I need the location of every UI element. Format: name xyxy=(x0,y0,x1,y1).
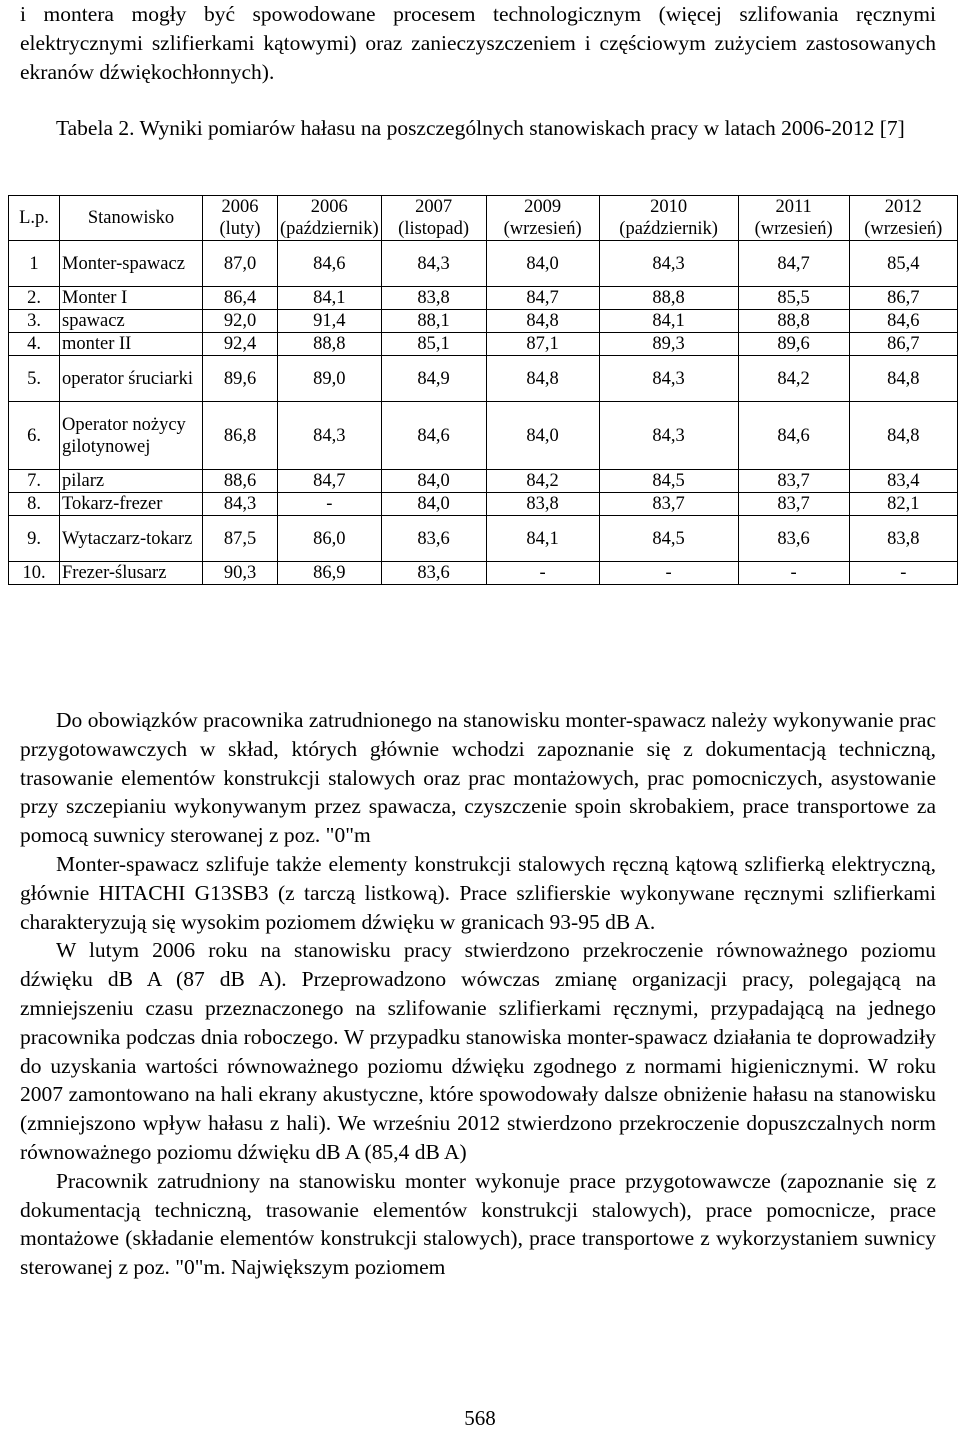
row-lp: 9. xyxy=(9,516,60,562)
row-value: 83,8 xyxy=(849,516,957,562)
row-stanowisko: Frezer-ślusarz xyxy=(60,562,203,585)
row-value: 88,6 xyxy=(203,470,278,493)
row-value: 83,7 xyxy=(738,470,849,493)
row-value: 84,0 xyxy=(486,241,599,287)
row-value: 84,2 xyxy=(486,470,599,493)
row-value: 83,4 xyxy=(849,470,957,493)
row-value: 84,7 xyxy=(738,241,849,287)
table-row xyxy=(9,562,958,585)
row-value: 89,0 xyxy=(278,356,382,402)
row-value: 85,5 xyxy=(738,287,849,310)
row-lp: 2. xyxy=(9,287,60,310)
row-value: - xyxy=(278,493,382,516)
table-body xyxy=(9,241,958,585)
header-2006-pazdziernik: 2006 (październik) xyxy=(278,196,382,241)
row-stanowisko: monter II xyxy=(60,333,203,356)
row-value: 89,3 xyxy=(599,333,738,356)
row-value: 87,1 xyxy=(486,333,599,356)
row-value: - xyxy=(849,562,957,585)
row-value: 84,2 xyxy=(738,356,849,402)
row-value: 83,7 xyxy=(738,493,849,516)
row-value: 88,8 xyxy=(599,287,738,310)
table-row xyxy=(9,356,958,402)
row-value: 84,7 xyxy=(278,470,382,493)
row-lp: 6. xyxy=(9,402,60,470)
header-lp: L.p. xyxy=(9,196,60,241)
row-value: 85,4 xyxy=(849,241,957,287)
row-lp: 4. xyxy=(9,333,60,356)
row-value: 84,8 xyxy=(849,402,957,470)
row-value: 86,8 xyxy=(203,402,278,470)
row-value: - xyxy=(486,562,599,585)
table-row xyxy=(9,287,958,310)
row-value: 88,8 xyxy=(278,333,382,356)
row-stanowisko: spawacz xyxy=(60,310,203,333)
row-value: 84,8 xyxy=(486,356,599,402)
paragraph-2: Monter-spawacz szlifuje także elementy konstrukcji stalowych ręczną kątową szlifierką elektryczną, głównie HITACHI G13SB3 (z tarczą listkową). Prace szlifierskie wykonywane ręcznymi szlifierkami charakteryzują się wysokim poziomem dźwięku w granicach 93-95 dB A. xyxy=(20,851,936,934)
row-value: 84,5 xyxy=(599,470,738,493)
row-stanowisko: operator śruciarki xyxy=(60,356,203,402)
row-value: 84,0 xyxy=(486,402,599,470)
row-value: 84,8 xyxy=(849,356,957,402)
row-stanowisko: Tokarz-frezer xyxy=(60,493,203,516)
header-2006-luty: 2006 (luty) xyxy=(203,196,278,241)
row-stanowisko: pilarz xyxy=(60,470,203,493)
row-value: 84,6 xyxy=(278,241,382,287)
row-value: 91,4 xyxy=(278,310,382,333)
row-value: 92,0 xyxy=(203,310,278,333)
row-value: 89,6 xyxy=(203,356,278,402)
row-lp: 3. xyxy=(9,310,60,333)
row-value: 92,4 xyxy=(203,333,278,356)
row-value: 83,6 xyxy=(738,516,849,562)
table-row xyxy=(9,402,958,470)
row-value: 84,3 xyxy=(381,241,486,287)
row-value: 85,1 xyxy=(381,333,486,356)
row-stanowisko: Monter I xyxy=(60,287,203,310)
row-value: 84,6 xyxy=(381,402,486,470)
header-2007-listopad: 2007 (listopad) xyxy=(381,196,486,241)
table-header-row xyxy=(9,196,958,241)
row-lp: 10. xyxy=(9,562,60,585)
table-row xyxy=(9,493,958,516)
intro-paragraph: i montera mogły być spowodowane procesem technologicznym (więcej szlifowania ręcznymi elektrycznymi szlifierkami kątowymi) oraz zanieczyszczeniem i częściowym zużyciem zastosowanych ekranów dźwiękochłonnych). xyxy=(20,2,936,84)
row-value: 83,8 xyxy=(486,493,599,516)
row-value: 84,7 xyxy=(486,287,599,310)
row-stanowisko: Monter-spawacz xyxy=(60,241,203,287)
row-value: 86,4 xyxy=(203,287,278,310)
row-value: 84,3 xyxy=(599,241,738,287)
page-number: 568 xyxy=(464,1406,496,1430)
row-value: 84,1 xyxy=(278,287,382,310)
body-text xyxy=(20,706,936,1282)
row-value: 87,0 xyxy=(203,241,278,287)
row-lp: 5. xyxy=(9,356,60,402)
table-row xyxy=(9,516,958,562)
table-row xyxy=(9,310,958,333)
row-value: 84,1 xyxy=(486,516,599,562)
row-value: 84,3 xyxy=(599,356,738,402)
row-lp: 8. xyxy=(9,493,60,516)
row-value: 83,7 xyxy=(599,493,738,516)
header-2009-wrzesien: 2009 (wrzesień) xyxy=(486,196,599,241)
row-value: 84,0 xyxy=(381,470,486,493)
row-value: - xyxy=(599,562,738,585)
row-value: - xyxy=(738,562,849,585)
row-value: 82,1 xyxy=(849,493,957,516)
header-2012-wrzesien: 2012 (wrzesień) xyxy=(849,196,957,241)
paragraph-3: W lutym 2006 roku na stanowisku pracy stwierdzono przekroczenie równoważnego poziomu dźwięku dB A (87 dB A). Przeprowadzono wówczas zmianę organizacji pracy, polegającą na zmniejszeniu czasu przeznaczonego na szlifowanie szlifierkami ręcznymi, przypadającą na jednego pracownika podczas dnia roboczego. W przypadku stanowiska monter-spawacz działania te doprowadziły do uzyskania wartości równoważnego poziomu dźwięku zgodnego z normami higienicznymi. W roku 2007 zamontowano na hali ekrany akustyczne, które spowodowały dalsze obniżenie hałasu na stanowisku (zmniejszono wpływ hałasu z hali). We wrześniu 2012 stwierdzono przekroczenie dopuszczalnych norm równoważnego poziomu dźwięku dB A (85,4 dB A) xyxy=(20,938,936,1164)
row-value: 84,0 xyxy=(381,493,486,516)
row-value: 83,8 xyxy=(381,287,486,310)
row-lp: 1 xyxy=(9,241,60,287)
row-value: 89,6 xyxy=(738,333,849,356)
header-stanowisko: Stanowisko xyxy=(60,196,203,241)
noise-table xyxy=(8,195,958,585)
header-2011-wrzesien: 2011 (wrzesień) xyxy=(738,196,849,241)
row-stanowisko: Operator nożycy gilotynowej xyxy=(60,402,203,470)
row-value: 84,6 xyxy=(738,402,849,470)
header-2010-pazdziernik: 2010 (październik) xyxy=(599,196,738,241)
row-value: 84,3 xyxy=(599,402,738,470)
row-value: 86,0 xyxy=(278,516,382,562)
row-value: 84,8 xyxy=(486,310,599,333)
row-value: 84,9 xyxy=(381,356,486,402)
row-lp: 7. xyxy=(9,470,60,493)
table-row xyxy=(9,333,958,356)
row-value: 84,5 xyxy=(599,516,738,562)
paragraph-1: Do obowiązków pracownika zatrudnionego na stanowisku monter-spawacz należy wykonywanie prac przygotowawczych w skład, których głównie wchodzi zapoznanie się z dokumentacją techniczną, trasowanie elementów konstrukcji stalowych oraz prac montażowych, prac pomocniczych, asystowanie przy szczepianiu wykonywanym przez spawacza, czyszczenie spoin skrobakiem, prace transportowe za pomocą suwnicy sterowanej z poz. "0"m xyxy=(20,708,936,848)
row-value: 86,9 xyxy=(278,562,382,585)
table-caption: Tabela 2. Wyniki pomiarów hałasu na poszczególnych stanowiskach pracy w latach 2006-2012 [7] xyxy=(56,116,905,140)
row-value: 86,7 xyxy=(849,287,957,310)
row-value: 83,6 xyxy=(381,562,486,585)
row-value: 84,3 xyxy=(278,402,382,470)
row-value: 84,3 xyxy=(203,493,278,516)
row-value: 83,6 xyxy=(381,516,486,562)
table-row xyxy=(9,470,958,493)
paragraph-4: Pracownik zatrudniony na stanowisku monter wykonuje prace przygotowawcze (zapoznanie się z dokumentacją techniczną, trasowanie elementów konstrukcji stalowych), prace pomocnicze, prace montażowe (składanie elementów konstrukcji stalowych), prace transportowe z wykorzystaniem suwnicy sterowanej z poz. "0"m. Największym poziomem xyxy=(20,1168,936,1280)
row-value: 87,5 xyxy=(203,516,278,562)
row-stanowisko: Wytaczarz-tokarz xyxy=(60,516,203,562)
table-row xyxy=(9,241,958,287)
row-value: 88,8 xyxy=(738,310,849,333)
row-value: 84,1 xyxy=(599,310,738,333)
row-value: 88,1 xyxy=(381,310,486,333)
row-value: 86,7 xyxy=(849,333,957,356)
row-value: 84,6 xyxy=(849,310,957,333)
row-value: 90,3 xyxy=(203,562,278,585)
